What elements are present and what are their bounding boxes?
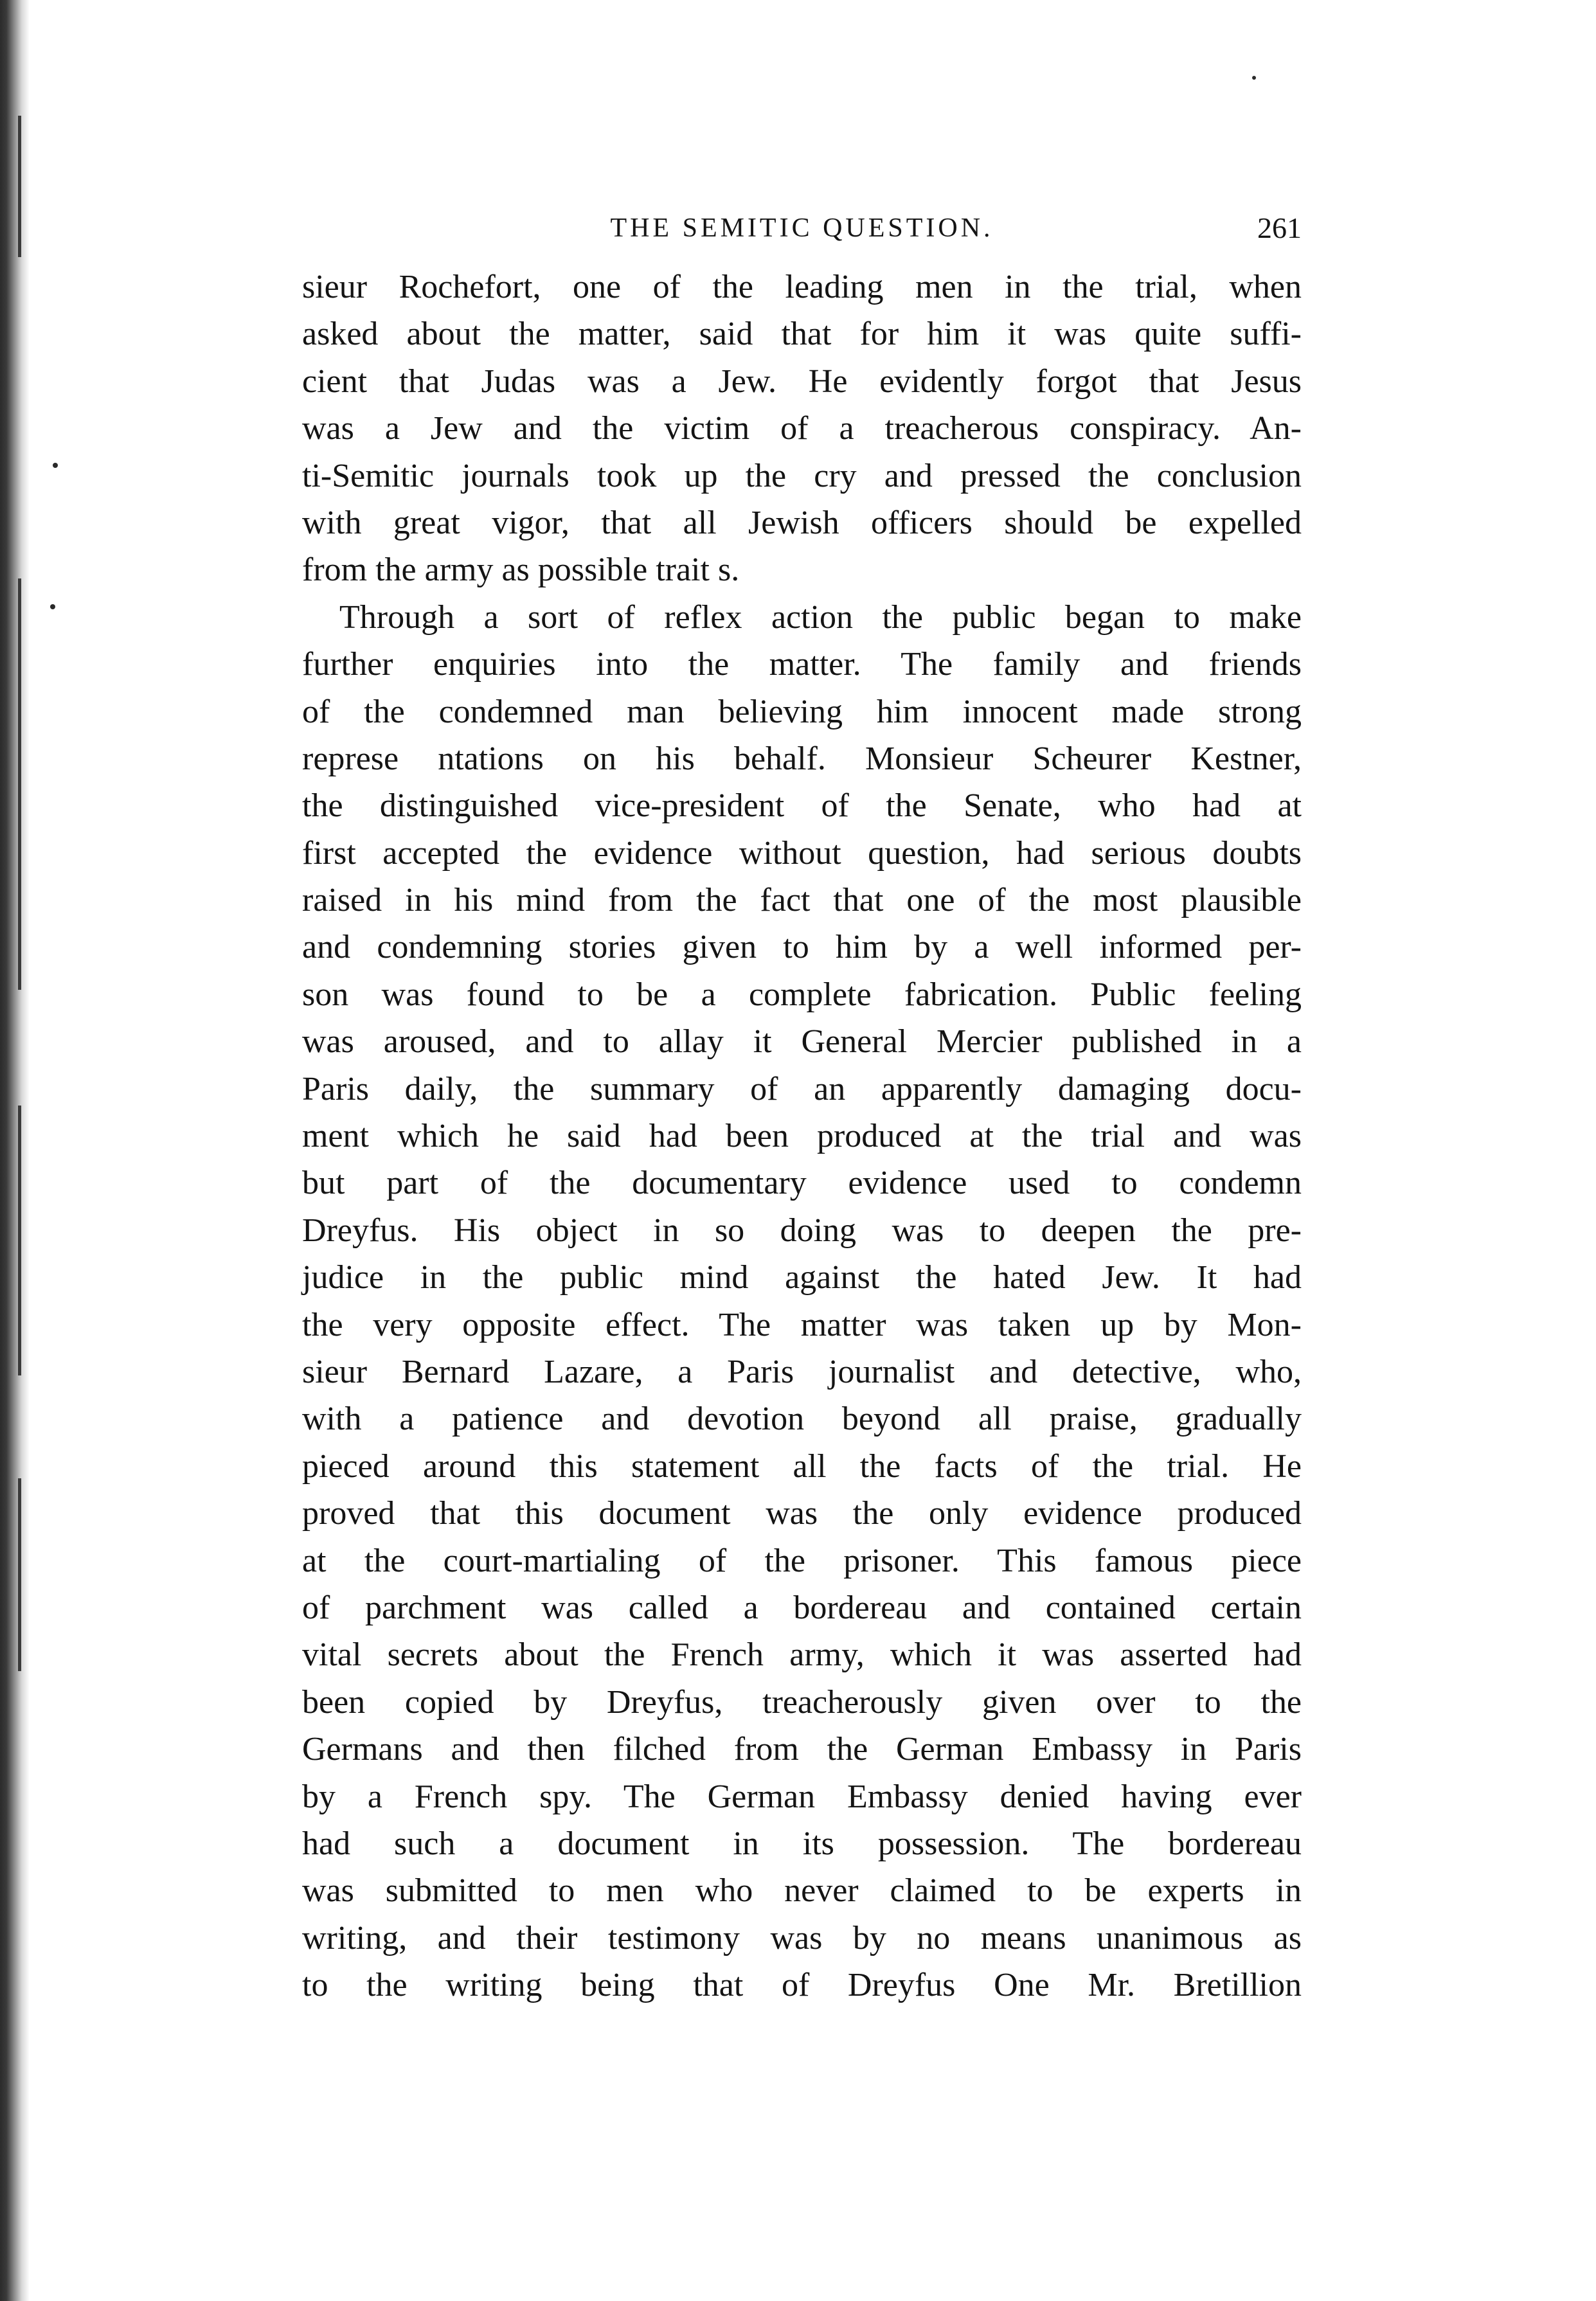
text-line: was submitted to men who never claimed to be experts in	[302, 1872, 1302, 1910]
text-line: with a patience and devotion beyond all praise, gradually	[302, 1401, 1302, 1438]
binding-shadow-mark	[18, 1106, 21, 1375]
margin-speck	[1252, 76, 1256, 80]
page-number: 261	[1257, 211, 1302, 244]
text-line: the very opposite effect. The matter was taken up by Mon-	[302, 1306, 1302, 1343]
text-line: ti-Semitic journals took up the cry and pressed the conclusion	[302, 457, 1302, 494]
text-line: further enquiries into the matter. The family and friends	[302, 646, 1302, 683]
text-line: but part of the documentary evidence used to condemn	[302, 1165, 1302, 1202]
text-line: asked about the matter, said that for him it was quite suffi-	[302, 316, 1302, 353]
text-line: was aroused, and to allay it General Mercier published in a	[302, 1023, 1302, 1061]
text-line: had such a document in its possession. The bordereau	[302, 1825, 1302, 1862]
text-line: with great vigor, that all Jewish officers should be expelled	[302, 504, 1302, 541]
text-line: of parchment was called a bordereau and contained certain	[302, 1589, 1302, 1626]
text-line: son was found to be a complete fabrication. Public feeling	[302, 976, 1302, 1013]
text-line: been copied by Dreyfus, treacherously given over to the	[302, 1683, 1302, 1721]
text-line: ment which he said had been produced at the trial and was	[302, 1118, 1302, 1155]
running-title: THE SEMITIC QUESTION.	[610, 213, 994, 243]
body-text	[302, 264, 1302, 2009]
text-line: vital secrets about the French army, which it was asserted had	[302, 1636, 1302, 1674]
paragraph-first-line: Through a sort of reflex action the public began to make	[339, 598, 1302, 636]
text-line: by a French spy. The German Embassy denied having ever	[302, 1778, 1302, 1815]
text-line: from the army as possible trait s.	[302, 551, 740, 589]
text-line: represe ntations on his behalf. Monsieur Scheurer Kestner,	[302, 740, 1302, 777]
text-line: Germans and then filched from the German Embassy in Paris	[302, 1731, 1302, 1768]
text-line: raised in his mind from the fact that one of the most plausible	[302, 882, 1302, 919]
text-line: first accepted the evidence without question, had serious doubts	[302, 834, 1302, 872]
binding-shadow-mark	[18, 116, 21, 257]
text-line: pieced around this statement all the facts of the trial. He	[302, 1447, 1302, 1485]
text-line: sieur Rochefort, one of the leading men in the trial, when	[302, 269, 1302, 305]
text-line: Dreyfus. His object in so doing was to deepen the pre-	[302, 1212, 1302, 1249]
binding-shadow-mark	[18, 1478, 21, 1671]
binding-shadow-mark	[18, 578, 21, 990]
text-line: at the court-martialing of the prisoner. This famous piece	[302, 1542, 1302, 1579]
text-line: was a Jew and the victim of a treacherous conspiracy. An-	[302, 410, 1302, 447]
text-line: proved that this document was the only evidence produced	[302, 1495, 1302, 1532]
text-line: the distinguished vice-president of the Senate, who had at	[302, 787, 1302, 825]
text-line: to the writing being that of Dreyfus One Mr. Bretillion	[302, 1967, 1302, 2004]
margin-speck	[53, 463, 58, 468]
text-line: writing, and their testimony was by no means unanimous as	[302, 1919, 1302, 1956]
running-head	[302, 209, 1302, 247]
page-binding-edge	[0, 0, 30, 2301]
text-line: Paris daily, the summary of an apparently damaging docu-	[302, 1070, 1302, 1107]
text-line: sieur Bernard Lazare, a Paris journalist and detective, who,	[302, 1353, 1302, 1390]
text-line: judice in the public mind against the hated Jew. It had	[302, 1259, 1302, 1296]
margin-speck	[50, 604, 55, 609]
text-line: of the condemned man believing him innocent made strong	[302, 693, 1302, 730]
text-line: and condemning stories given to him by a well informed per-	[302, 929, 1302, 966]
text-line: cient that Judas was a Jew. He evidently forgot that Jesus	[302, 363, 1302, 400]
